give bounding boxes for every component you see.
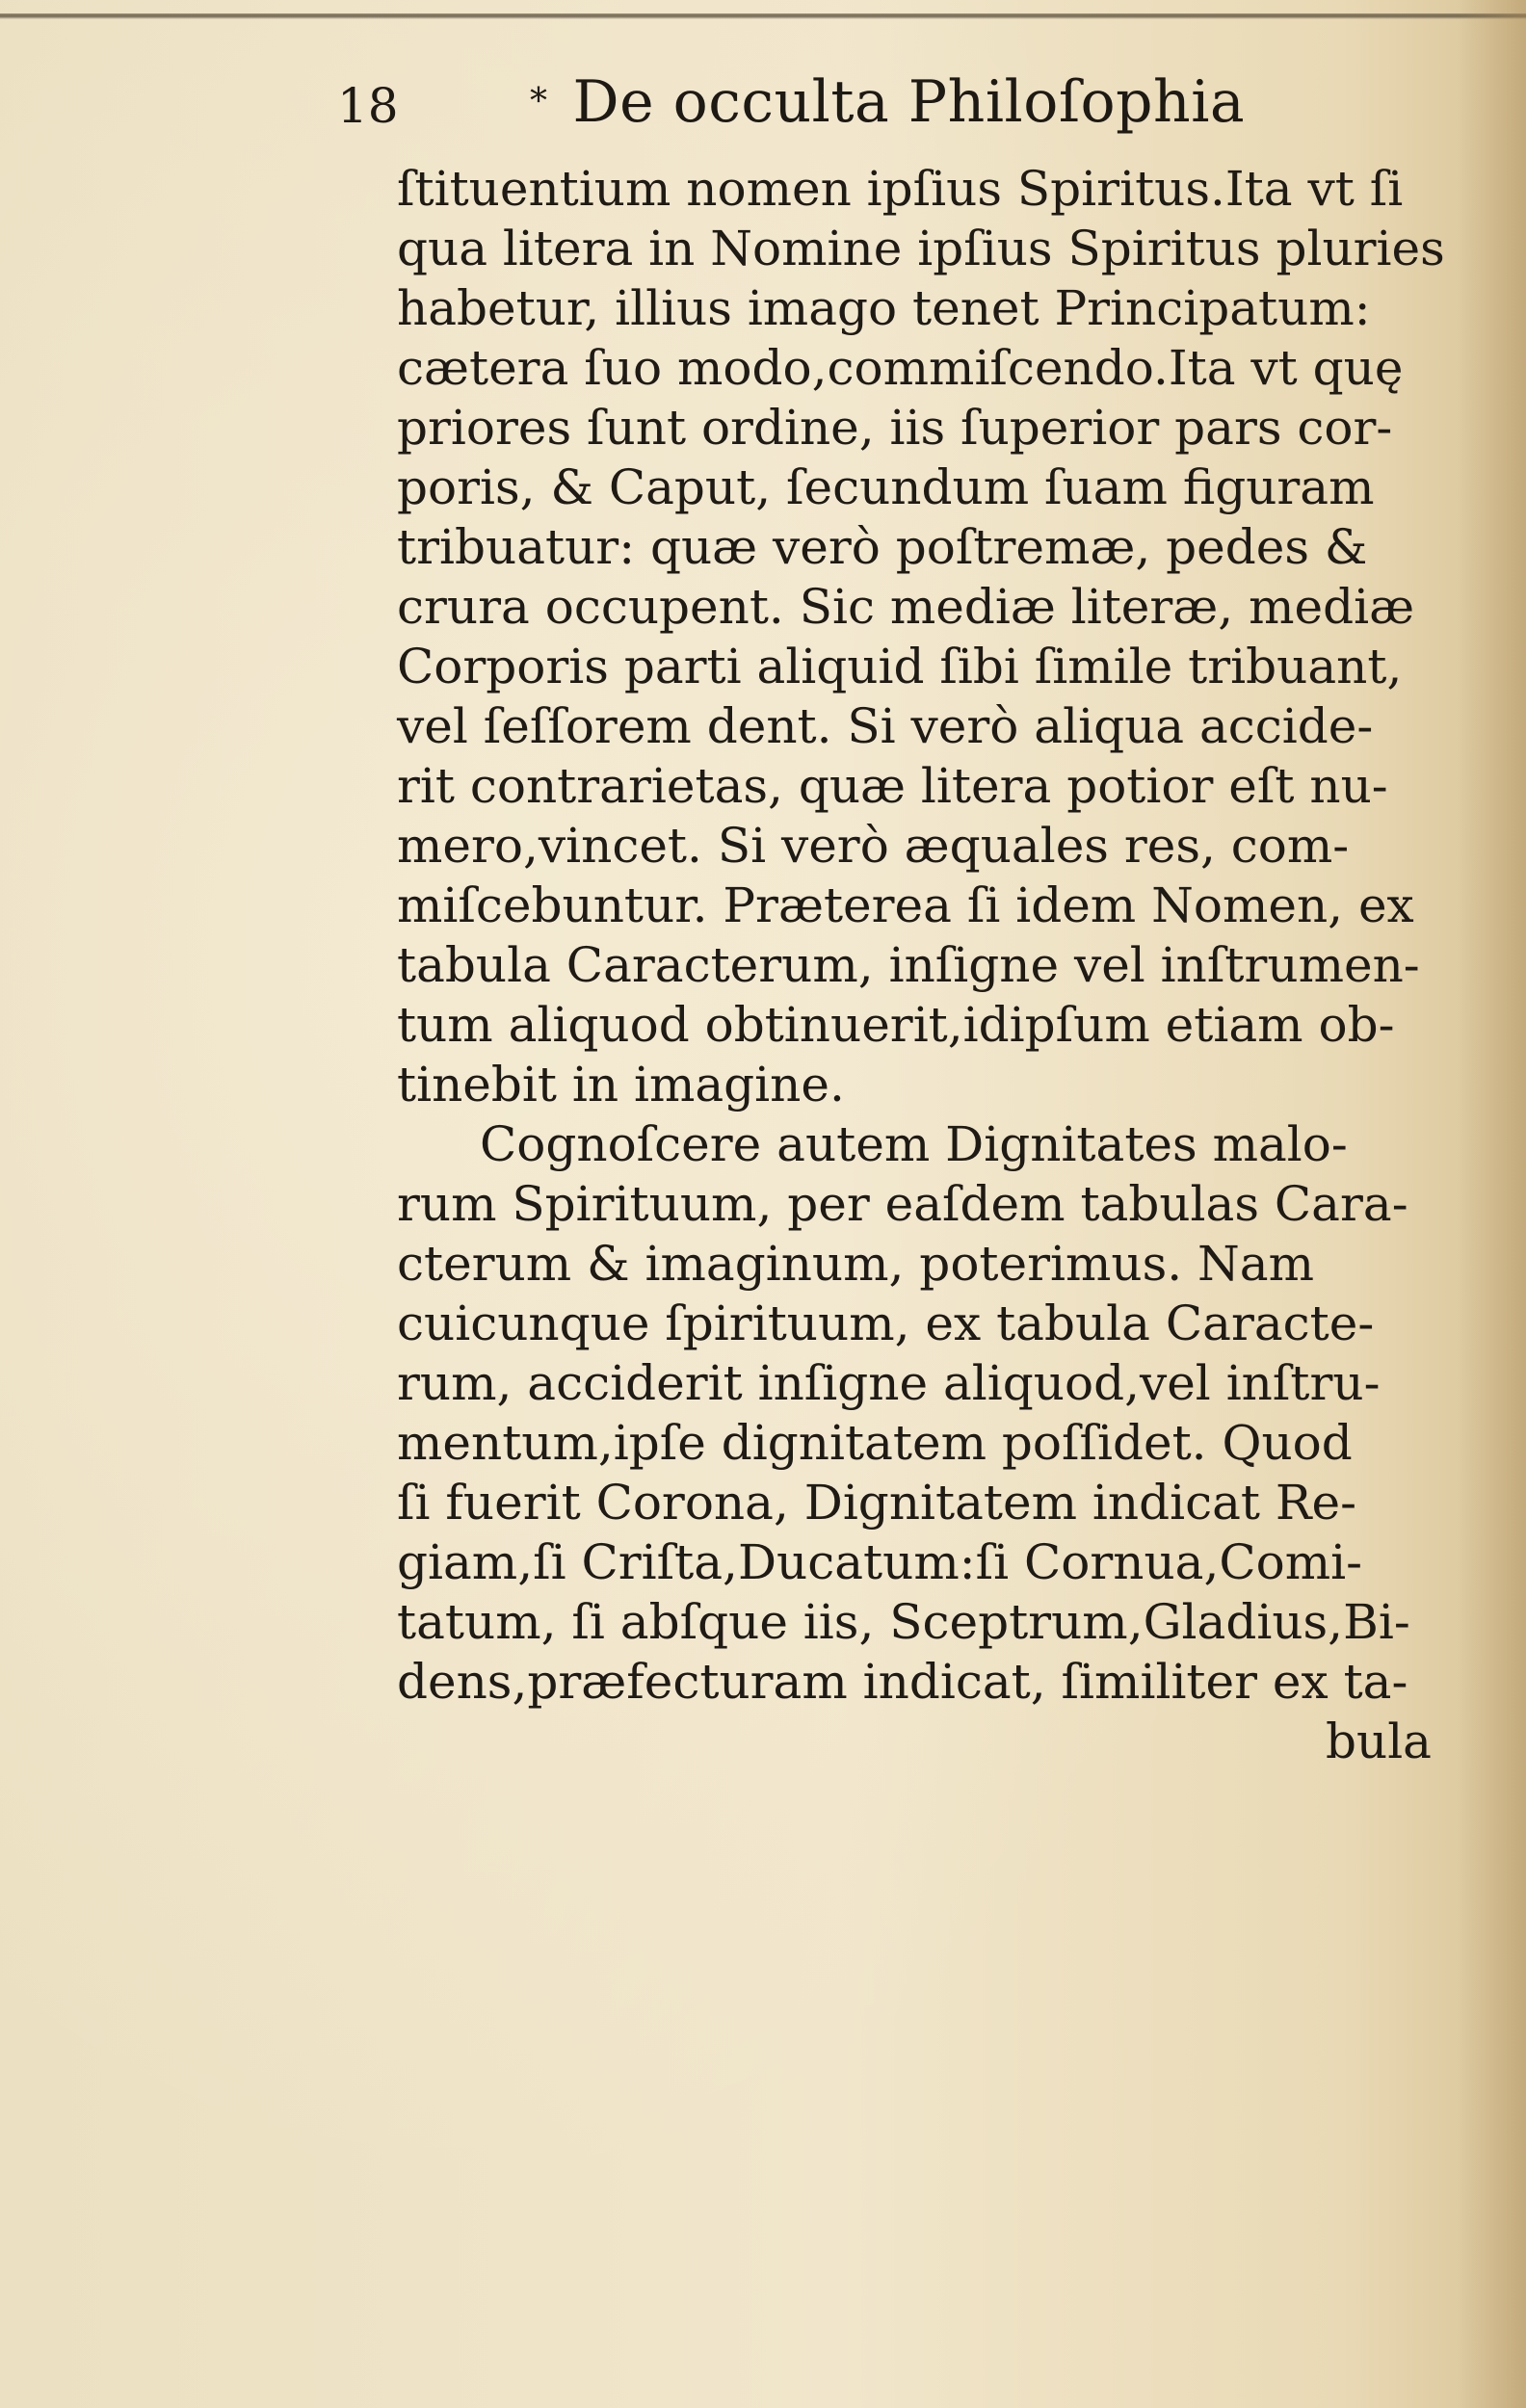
asterisk-marker: * bbox=[530, 82, 548, 121]
text-line: cterum & imaginum, poterimus. Nam bbox=[397, 1236, 1315, 1292]
running-title: De occulta Philoſophia bbox=[572, 68, 1246, 136]
text-line: tum aliquod obtinuerit,idipſum etiam ob- bbox=[397, 997, 1395, 1053]
text-line: qua litera in Nomine ipſius Spiritus pluries bbox=[397, 221, 1445, 276]
text-line: dens,præfecturam indicat, ſimiliter ex ta- bbox=[397, 1654, 1408, 1710]
top-border-shadow bbox=[0, 13, 1526, 19]
text-line: rit contrarietas, quæ litera potior eſt nu- bbox=[397, 758, 1388, 814]
page-header bbox=[337, 64, 1301, 150]
text-line: ſi fuerit Corona, Dignitatem indicat Re- bbox=[397, 1475, 1357, 1531]
paragraph-first-line: Cognoſcere autem Dignitates malo- bbox=[480, 1116, 1348, 1172]
body-text bbox=[397, 159, 1466, 1771]
text-line: mentum,ipſe dignitatem poſſidet. Quod bbox=[397, 1415, 1353, 1471]
text-line: mero,vincet. Si verò æquales res, com- bbox=[397, 818, 1350, 874]
text-line: priores ſunt ordine, iis ſuperior pars cor- bbox=[397, 400, 1393, 456]
text-line: giam,ſi Criſta,Ducatum:ſi Cornua,Comi- bbox=[397, 1534, 1363, 1590]
text-line: poris, & Caput, ſecundum ſuam figuram bbox=[397, 459, 1375, 515]
text-line: ſtituentium nomen ipſius Spiritus.Ita vt ſi bbox=[397, 161, 1404, 217]
text-line: tabula Caracterum, inſigne vel inſtrumen- bbox=[397, 937, 1420, 993]
text-line: miſcebuntur. Præterea ſi idem Nomen, ex bbox=[397, 877, 1414, 933]
text-line: rum, acciderit inſigne aliquod,vel inſtru- bbox=[397, 1355, 1381, 1411]
text-line: Corporis parti aliquid ſibi ſimile tribuant, bbox=[397, 639, 1403, 694]
text-line: cætera ſuo modo,commiſcendo.Ita vt quę bbox=[397, 340, 1404, 396]
catchword: bula bbox=[1325, 1714, 1432, 1769]
text-line: tribuatur: quæ verò poſtremæ, pedes & bbox=[397, 519, 1368, 575]
text-line: crura occupent. Sic mediæ literæ, mediæ bbox=[397, 579, 1415, 635]
text-line: vel ſeſſorem dent. Si verò aliqua accide- bbox=[397, 698, 1374, 754]
page-edge-shadow bbox=[1459, 0, 1526, 2408]
page-number: 18 bbox=[337, 78, 399, 134]
text-line: tatum, ſi abſque iis, Sceptrum,Gladius,Bi- bbox=[397, 1594, 1410, 1650]
running-head bbox=[530, 64, 1245, 141]
text-line: tinebit in imagine. bbox=[397, 1057, 845, 1112]
text-line: cuicunque ſpirituum, ex tabula Caracte- bbox=[397, 1296, 1375, 1351]
text-line: habetur, illius imago tenet Principatum: bbox=[397, 280, 1371, 336]
text-line: rum Spirituum, per eaſdem tabulas Cara- bbox=[397, 1176, 1408, 1232]
